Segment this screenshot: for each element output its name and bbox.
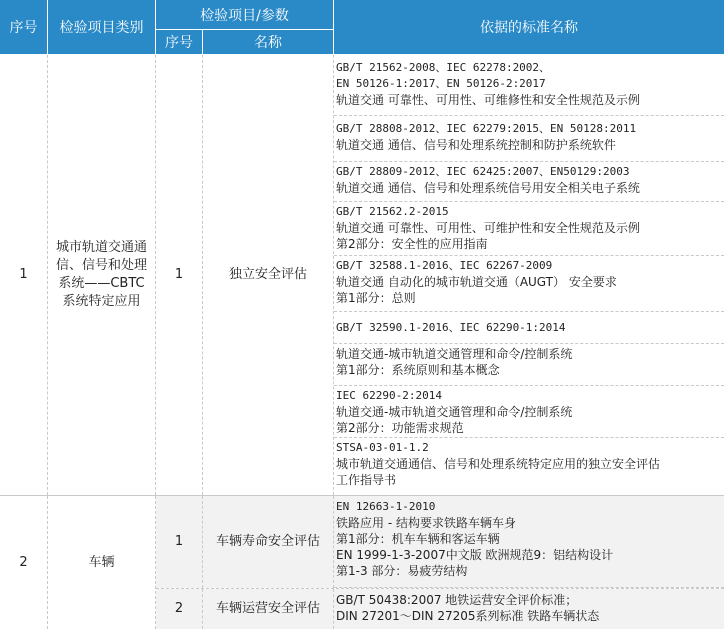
header-item-seq: 序号 [156,30,203,55]
row1-item-name: 独立安全评估 [203,55,334,495]
header-standard: 依据的标准名称 [334,0,724,55]
standard-title: 轨道交通 通信、信号和处理系统信号用安全相关电子系统 [336,181,640,195]
standard-title: 轨道交通-城市轨道交通管理和命令/控制系统 [336,405,573,419]
standard-title: 轨道交通 通信、信号和处理系统控制和防护系统软件 [336,138,616,152]
row1-standard-6 [334,312,724,344]
standard-code: GB/T 21562-2008、IEC 62278:2002、 [336,61,551,74]
standard-code: GB/T 28808-2012、IEC 62279:2015、EN 50128:2011 [336,122,637,135]
row1-item-seq: 1 [156,55,203,495]
standard-part: 第1-3 部分：易疲劳结构 [336,564,468,578]
standard-part: 第2部分：功能需求规范 [336,421,464,435]
standard-code: GB/T 32590.1-2016、IEC 62290-1:2014 [336,321,566,334]
row2-item1-name: 车辆寿命安全评估 [203,496,334,588]
row2-item2-name: 车辆运营安全评估 [203,589,334,629]
row1-standard-3 [334,162,724,202]
standard-part: 第1部分：总则 [336,291,416,305]
row2-seq: 2 [0,496,48,629]
row1-category: 城市轨道交通通信、信号和处理系统——CBTC系统特定应用 [48,55,156,495]
row1-standard-1 [334,58,724,116]
header-item-group: 检验项目/参数 [156,0,334,30]
standard-code: STSA-03-01-1.2 [336,441,429,454]
standard-title: 轨道交通 可靠性、可用性、可维护性和安全性规范及示例 [336,221,640,235]
standard-part: 第2部分：安全性的应用指南 [336,237,488,251]
standard-code: GB/T 28809-2012、IEC 62425:2007、EN50129:2003 [336,165,630,178]
row1-standard-5 [334,256,724,312]
row1-standard-2 [334,116,724,162]
standard-part: 第1部分：系统原则和基本概念 [336,363,500,377]
standard-title: GB/T 50438:2007 地铁运营安全评价标准； [336,593,578,607]
standard-code: GB/T 32588.1-2016、IEC 62267-2009 [336,259,553,272]
standard-code: EN 12663-1-2010 [336,500,436,513]
standard-code: EN 50126-1:2017、EN 50126-2:2017 [336,77,546,90]
standard-title: 城市轨道交通通信、信号和处理系统特定应用的独立安全评估 [336,457,661,471]
row2-item1-seq: 1 [156,496,203,588]
standard-title: 轨道交通 自动化的城市轨道交通（AUGT） 安全要求 [336,275,617,289]
row2-item1-standards [334,496,724,588]
standard-title: 铁路应用 - 结构要求铁路车辆车身 [336,516,516,530]
row2-category: 车辆 [48,496,156,629]
row1-standard-9 [334,438,724,495]
standard-part: 工作指导书 [336,473,397,487]
header-category: 检验项目类别 [48,0,156,55]
header-seq: 序号 [0,0,48,55]
standard-title: 轨道交通 可靠性、可用性、可维修性和安全性规范及示例 [336,93,640,107]
row1-standard-8 [334,386,724,438]
standard-code: IEC 62290-2:2014 [336,389,442,402]
row2-item2-seq: 2 [156,589,203,629]
row1-standard-4 [334,202,724,256]
standard-title: DIN 27201～DIN 27205系列标准 铁路车辆状态 [336,609,600,623]
header-item-name: 名称 [203,30,334,55]
row1-seq: 1 [0,55,48,495]
standard-title: 轨道交通-城市轨道交通管理和命令/控制系统 [336,347,573,361]
standard-part: 第1部分：机车车辆和客运车辆 [336,532,500,546]
row1-standard-7 [334,344,724,386]
row2-item2-standards [334,589,724,629]
standard-title: EN 1999-1-3-2007中文版 欧洲规范9：铝结构设计 [336,548,614,562]
standard-code: GB/T 21562.2-2015 [336,205,449,218]
